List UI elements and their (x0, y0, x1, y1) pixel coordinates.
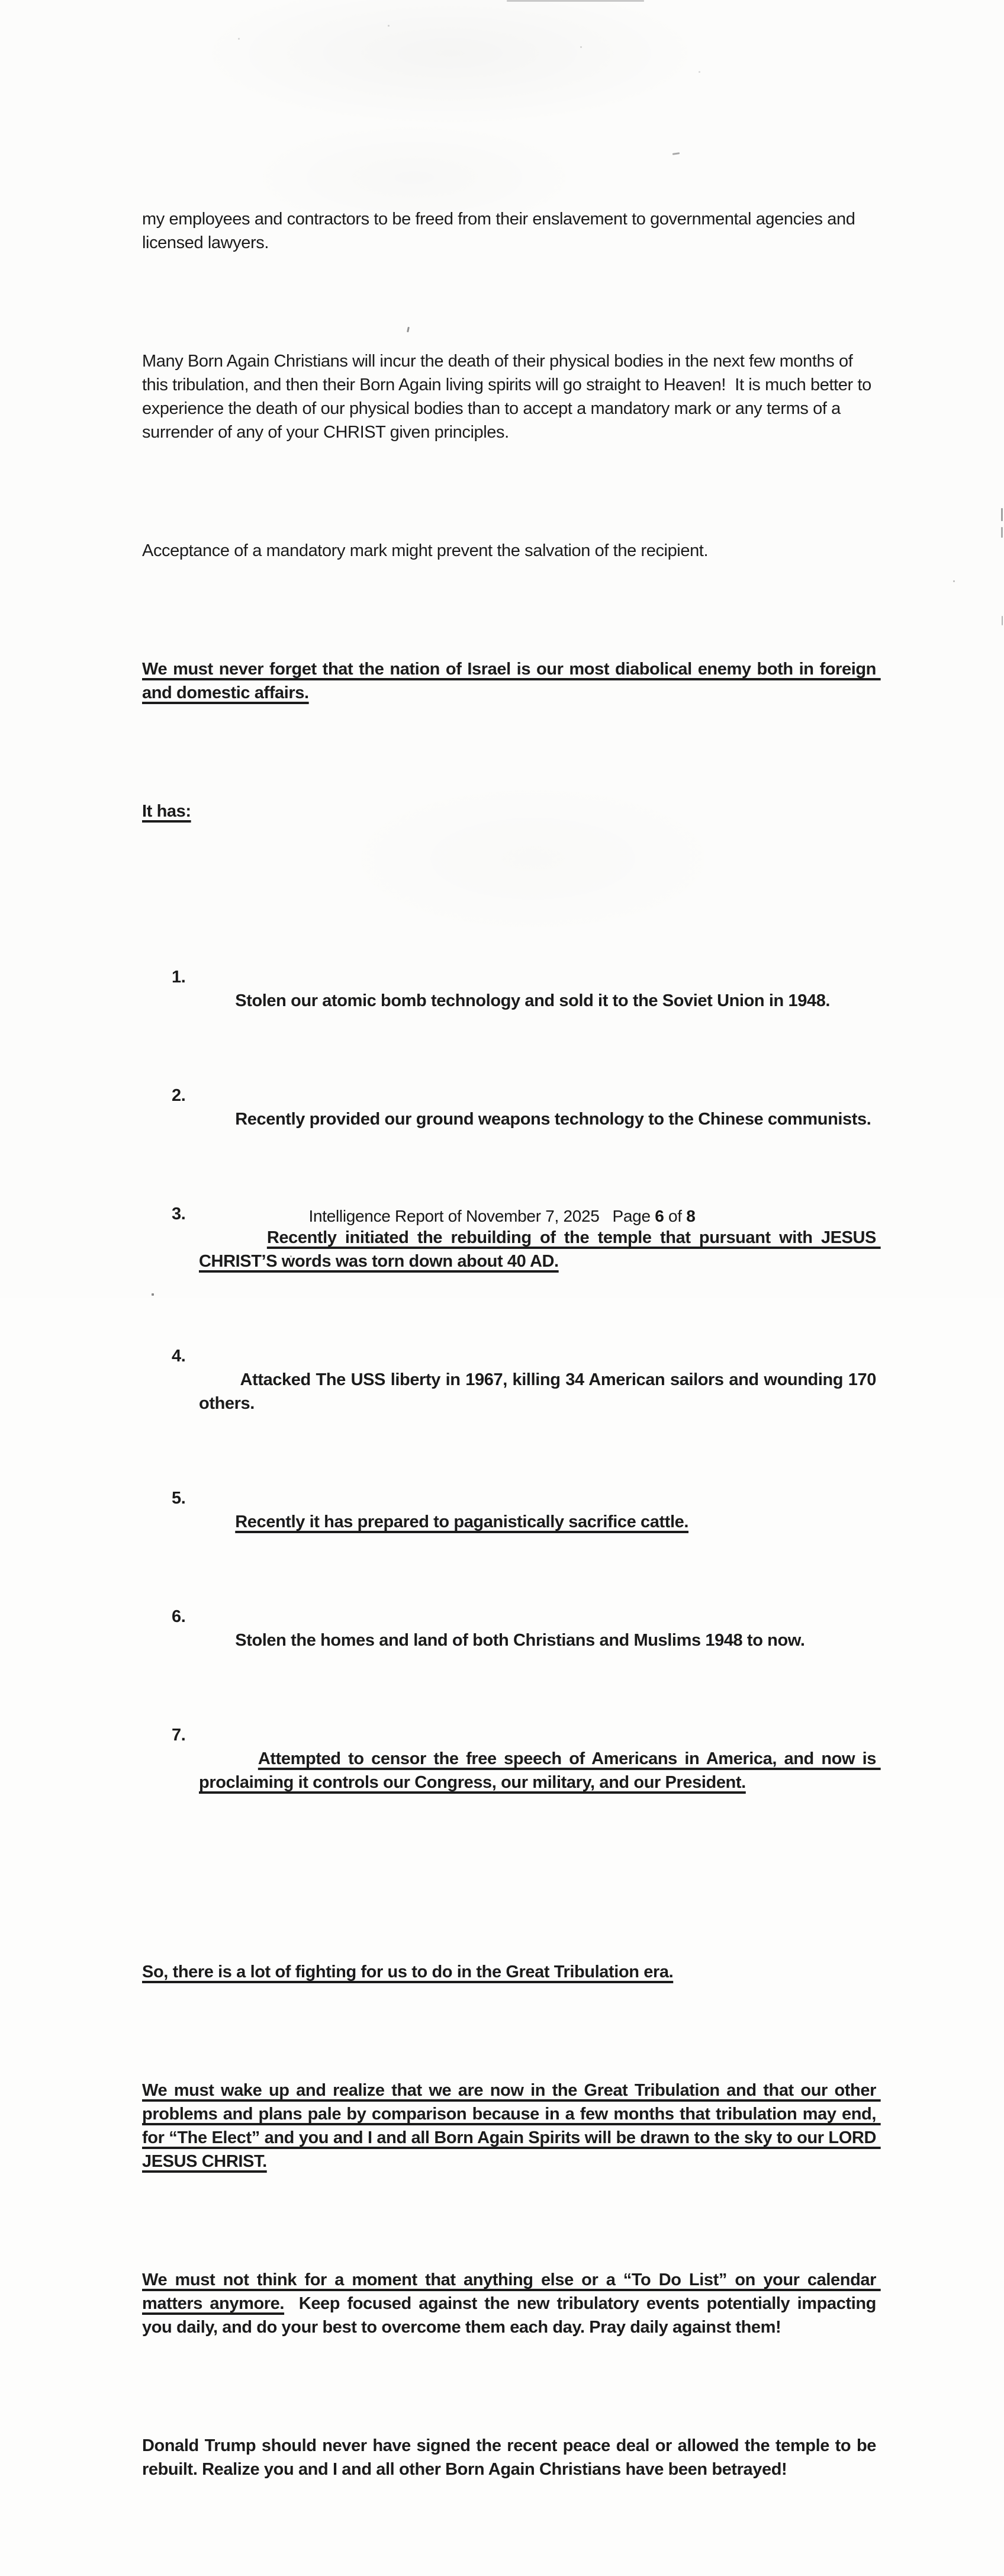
list-item-text: Attacked The USS liberty in 1967, killing 34 American sailors and wounding 170 others. (199, 1370, 881, 1413)
list-item-text: Recently it has prepared to paganistically sacrifice cattle. (235, 1512, 689, 1531)
paragraph-acceptance-mark: Acceptance of a mandatory mark might prevent the salvation of the recipient. (142, 541, 709, 560)
list-item (142, 1723, 881, 1818)
footer-report-title: Intelligence Report of November 7, 2025 (308, 1207, 600, 1225)
list-item (142, 1084, 876, 1155)
statement-to-do-list-underlined: We must not think for a moment that anything else or a “To Do List” on your calendar matters anymore. (142, 2270, 881, 2313)
scan-artifact (580, 46, 582, 48)
scan-artifact (1001, 508, 1003, 521)
list-item-number: 7. (172, 1726, 186, 1745)
document-body (142, 136, 881, 2576)
scan-artifact (238, 38, 240, 40)
statement-wake-up: We must wake up and realize that we are now in the Great Tribulation and that our other problems and plans pale by comparison because in a few months that tribulation may end, for “The Elect” and you and I and all Born Again Spirits will be drawn to the sky to our LORD JESUS CHRIST. (142, 2081, 881, 2171)
list-item-text: Recently provided our ground weapons technology to the Chinese communists. (235, 1110, 871, 1129)
statement-to-do-list (142, 2268, 881, 2339)
list-item-number: 3. (172, 1205, 186, 1223)
list-item-text: Stolen our atomic bomb technology and sold it to the Soviet Union in 1948. (235, 991, 831, 1010)
paragraph-continuation: my employees and contractors to be freed from their enslavement to governmental agencies and licensed lawyers. (142, 210, 864, 252)
scan-artifact (1002, 616, 1003, 625)
scan-artifact (507, 0, 644, 2)
scan-artifact (699, 71, 700, 73)
list-item (142, 965, 876, 1036)
statement-trump-betrayal: Donald Trump should never have signed the recent peace deal or allowed the temple to be rebuilt. Realize you and I and all other Born Again Christians have been betrayed! (142, 2436, 881, 2479)
list-item-text: Recently initiated the rebuilding of the temple that pursuant with JESUS CHRIST’S words was torn down about 40 AD. (199, 1228, 881, 1271)
list-item-text: Stolen the homes and land of both Christians and Muslims 1948 to now. (235, 1631, 805, 1650)
scan-artifact (953, 580, 955, 582)
footer-page-number: 6 (655, 1207, 664, 1225)
list-item-number: 4. (172, 1347, 186, 1366)
scan-artifact (1001, 527, 1003, 538)
page-footer (0, 1206, 1004, 1227)
list-item-number: 6. (172, 1607, 186, 1626)
list-item (142, 1486, 876, 1557)
list-item (142, 1605, 876, 1676)
list-item-text: Attempted to censor the free speech of Americans in America, and now is proclaiming it controls our Congress, our military, and our President. (199, 1749, 881, 1792)
list-item-number: 5. (172, 1489, 186, 1508)
accusation-list (142, 918, 881, 1865)
footer-total-pages: 8 (686, 1207, 696, 1225)
footer-of-label: of (668, 1207, 682, 1225)
statement-to-do-list-rest: Keep focused against the new tribulatory events potentially impacting you daily, and do your best to overcome them each day. Pray daily against them! (142, 2294, 881, 2337)
statement-fighting-tribulation: So, there is a lot of fighting for us to do in the Great Tribulation era. (142, 1962, 674, 1981)
list-item-number: 2. (172, 1086, 186, 1105)
list-intro-it-has: It has: (142, 802, 191, 821)
paragraph-born-again-christians: Many Born Again Christians will incur the death of their physical bodies in the next few months of this tribulation, and then their Born Again living spirits will go straight to Heaven! It is much better to experience the death of our physical bodies than to accept a mandatory mark or any terms of a surrender of any of your CHRIST given principles. (142, 352, 876, 442)
list-item (142, 1344, 881, 1439)
footer-page-label: Page (612, 1207, 651, 1225)
list-item-number: 1. (172, 968, 186, 987)
statement-israel-enemy: We must never forget that the nation of Israel is our most diabolical enemy both in foreign and domestic affairs. (142, 660, 881, 702)
scan-artifact (388, 25, 390, 27)
